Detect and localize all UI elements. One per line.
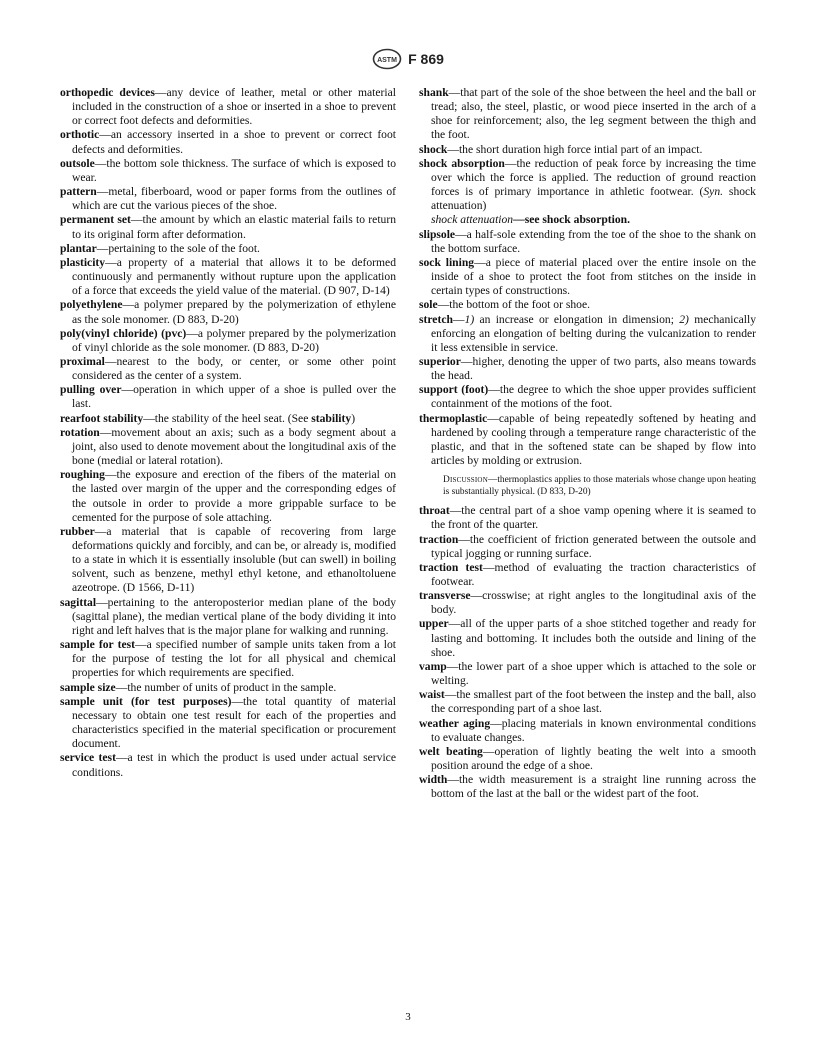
term-entry: plasticity—a property of a material that allows it to be deformed continuously and permanently without rupture upon the application of a force that exceeds the yield value of the material. (D 907, D-14) bbox=[60, 255, 396, 298]
term-entry: waist—the smallest part of the foot between the instep and the ball, also the corresponding part of a shoe last. bbox=[419, 688, 756, 716]
term-entry: pattern—metal, fiberboard, wood or paper forms from the outlines of which are cut the various pieces of the shoe. bbox=[60, 185, 396, 213]
term-entry: rearfoot stability—the stability of the heel seat. (See stability) bbox=[60, 411, 356, 425]
term-entry: rotation—movement about an axis; such as a body segment about a joint, also used to denote movement about the longitudinal axis of the bone (medial or lateral rotation). bbox=[60, 425, 396, 468]
term-entry: outsole—the bottom sole thickness. The surface of which is exposed to wear. bbox=[60, 156, 396, 184]
term-entry: roughing—the exposure and erection of the fibers of the material on the lasted over margin of the upper and the corresponding edges of the outsole in order to provide a more grippable surface to be cemented for the purpose of sole attaching. bbox=[60, 468, 396, 524]
term-entry: pulling over—operation in which upper of a shoe is pulled over the last. bbox=[60, 383, 397, 411]
cross-reference: stability bbox=[311, 411, 352, 425]
svg-text:ASTM: ASTM bbox=[377, 57, 398, 64]
term-entry: welt beating—operation of lightly beating the welt into a smooth position around the edge of a shoe. bbox=[419, 744, 756, 773]
term-entry: thermoplastic—capable of being repeatedly softened by heating and hardened by cooling through a temperature range characteristic of the plastic, and that in the softened state can be shaped by flow into articles by molding or extrusion. bbox=[419, 411, 756, 468]
term-entry: superior—higher, denoting the upper of two parts, also means towards the head. bbox=[419, 354, 756, 383]
term-entry: shank—that part of the sole of the shoe between the heel and the ball or tread; also, the steel, plastic, or wood piece inserted in the arch of a shoe for reinforcement; also, the leg segment between the thigh and the foot. bbox=[419, 86, 756, 142]
see-reference: shock attenuation—see shock absorption. bbox=[431, 213, 631, 227]
term-entry: width—the width measurement is a straight line running across the bottom of the last at the ball or the widest part of the foot. bbox=[419, 773, 756, 801]
standard-code: F 869 bbox=[408, 51, 444, 67]
term-entry: sample size—the number of units of product in the sample. bbox=[60, 680, 337, 694]
term-entry: plantar—pertaining to the sole of the foot. bbox=[60, 241, 260, 255]
term-entry: sample unit (for test purposes)—the total quantity of material necessary to obtain one test result for each of the properties and characteristics specified in the material specification or procurement document. bbox=[60, 694, 396, 751]
page-number: 3 bbox=[405, 1011, 411, 1023]
term-entry: service test—a test in which the product is used under actual service conditions. bbox=[60, 751, 396, 779]
term-entry: vamp—the lower part of a shoe upper which is attached to the sole or welting. bbox=[419, 659, 756, 688]
term-entry: permanent set—the amount by which an elastic material fails to return to its original form after deformation. bbox=[60, 213, 396, 241]
term-entry: orthopedic devices—any device of leather, metal or other material included in the construction of a shoe or inserted in a shoe to prevent or correct foot defects and deformities. bbox=[60, 86, 396, 128]
term-entry: polyethylene—a polymer prepared by the polymerization of ethylene as the sole monomer. (D 883, D-20) bbox=[60, 298, 396, 326]
term-entry: support (foot)—the degree to which the shoe upper provides sufficient containment of the motions of the foot. bbox=[419, 383, 756, 411]
term-entry: weather aging—placing materials in known environmental conditions to evaluate changes. bbox=[419, 716, 756, 744]
left-column bbox=[60, 86, 396, 780]
term-entry: sock lining—a piece of material placed over the entire insole on the inside of a shoe to protect the foot from stitches on the inside in certain types of constructions. bbox=[419, 255, 756, 298]
right-column bbox=[419, 86, 756, 802]
term-entry: transverse—crosswise; at right angles to the longitudinal axis of the body. bbox=[419, 589, 756, 617]
term-entry: sagittal—pertaining to the anteroposterior median plane of the body (sagittal plane), the median vertical plane of the body dividing it into right and left halves that is the major plane for walking and running. bbox=[60, 595, 396, 637]
term-entry: traction test—method of evaluating the traction characteristics of footwear. bbox=[419, 560, 756, 588]
astm-logo-icon bbox=[372, 48, 402, 70]
term-entry: slipsole—a half-sole extending from the toe of the shoe to the shank on the bottom surface. bbox=[419, 227, 756, 255]
term-entry: traction—the coefficient of friction generated between the outsole and typical jogging or running surface. bbox=[419, 532, 756, 560]
term-entry: upper—all of the upper parts of a shoe stitched together and ready for lasting and bottoming. It includes both the outside and lining of the shoe. bbox=[419, 617, 756, 659]
term-entry: throat—the central part of a shoe vamp opening where it is seamed to the front of the quarter. bbox=[419, 504, 756, 532]
page-header bbox=[0, 48, 816, 70]
term-entry: shock absorption—the reduction of peak force by increasing the time over which the force is applied. The reduction of ground reaction forces is of primary importance in athletic footwear. (Syn. shock attenuation) bbox=[419, 156, 756, 213]
term-entry: sample for test—a specified number of sample units taken from a lot for the purpose of testing the lot for all physical and chemical properties for which requirements are specified. bbox=[60, 638, 396, 680]
term-entry: shock—the short duration high force intial part of an impact. bbox=[419, 142, 703, 156]
term-entry: sole—the bottom of the foot or shoe. bbox=[419, 298, 590, 312]
term-entry: rubber—a material that is capable of recovering from large deformations quickly and forcibly, and can be, or already is, modified to a state in which it is essentially insoluble (but can swell) in boiling solvent, such as benzene, methyl ethyl ketone, and ethanoltoluene azeotrope. (D 1566, D-11) bbox=[60, 524, 396, 595]
term-entry: proximal—nearest to the body, or center, or some other point considered as the center of a system. bbox=[60, 354, 396, 383]
term-entry: stretch—1) an increase or elongation in dimension; 2) mechanically enforcing an elongation of belting during the vulcanization to render it less extensible in service. bbox=[419, 312, 756, 354]
discussion-note: Discussion—thermoplastics applies to those materials whose change upon heating is substantially physical. (D 833, D-20) bbox=[443, 475, 756, 498]
term-entry: poly(vinyl chloride) (pvc)—a polymer prepared by the polymerization of vinyl chloride as the sole monomer. (D 883, D-20) bbox=[60, 326, 396, 354]
term-entry: orthotic—an accessory inserted in a shoe to prevent or correct foot defects and deformities. bbox=[60, 128, 396, 156]
